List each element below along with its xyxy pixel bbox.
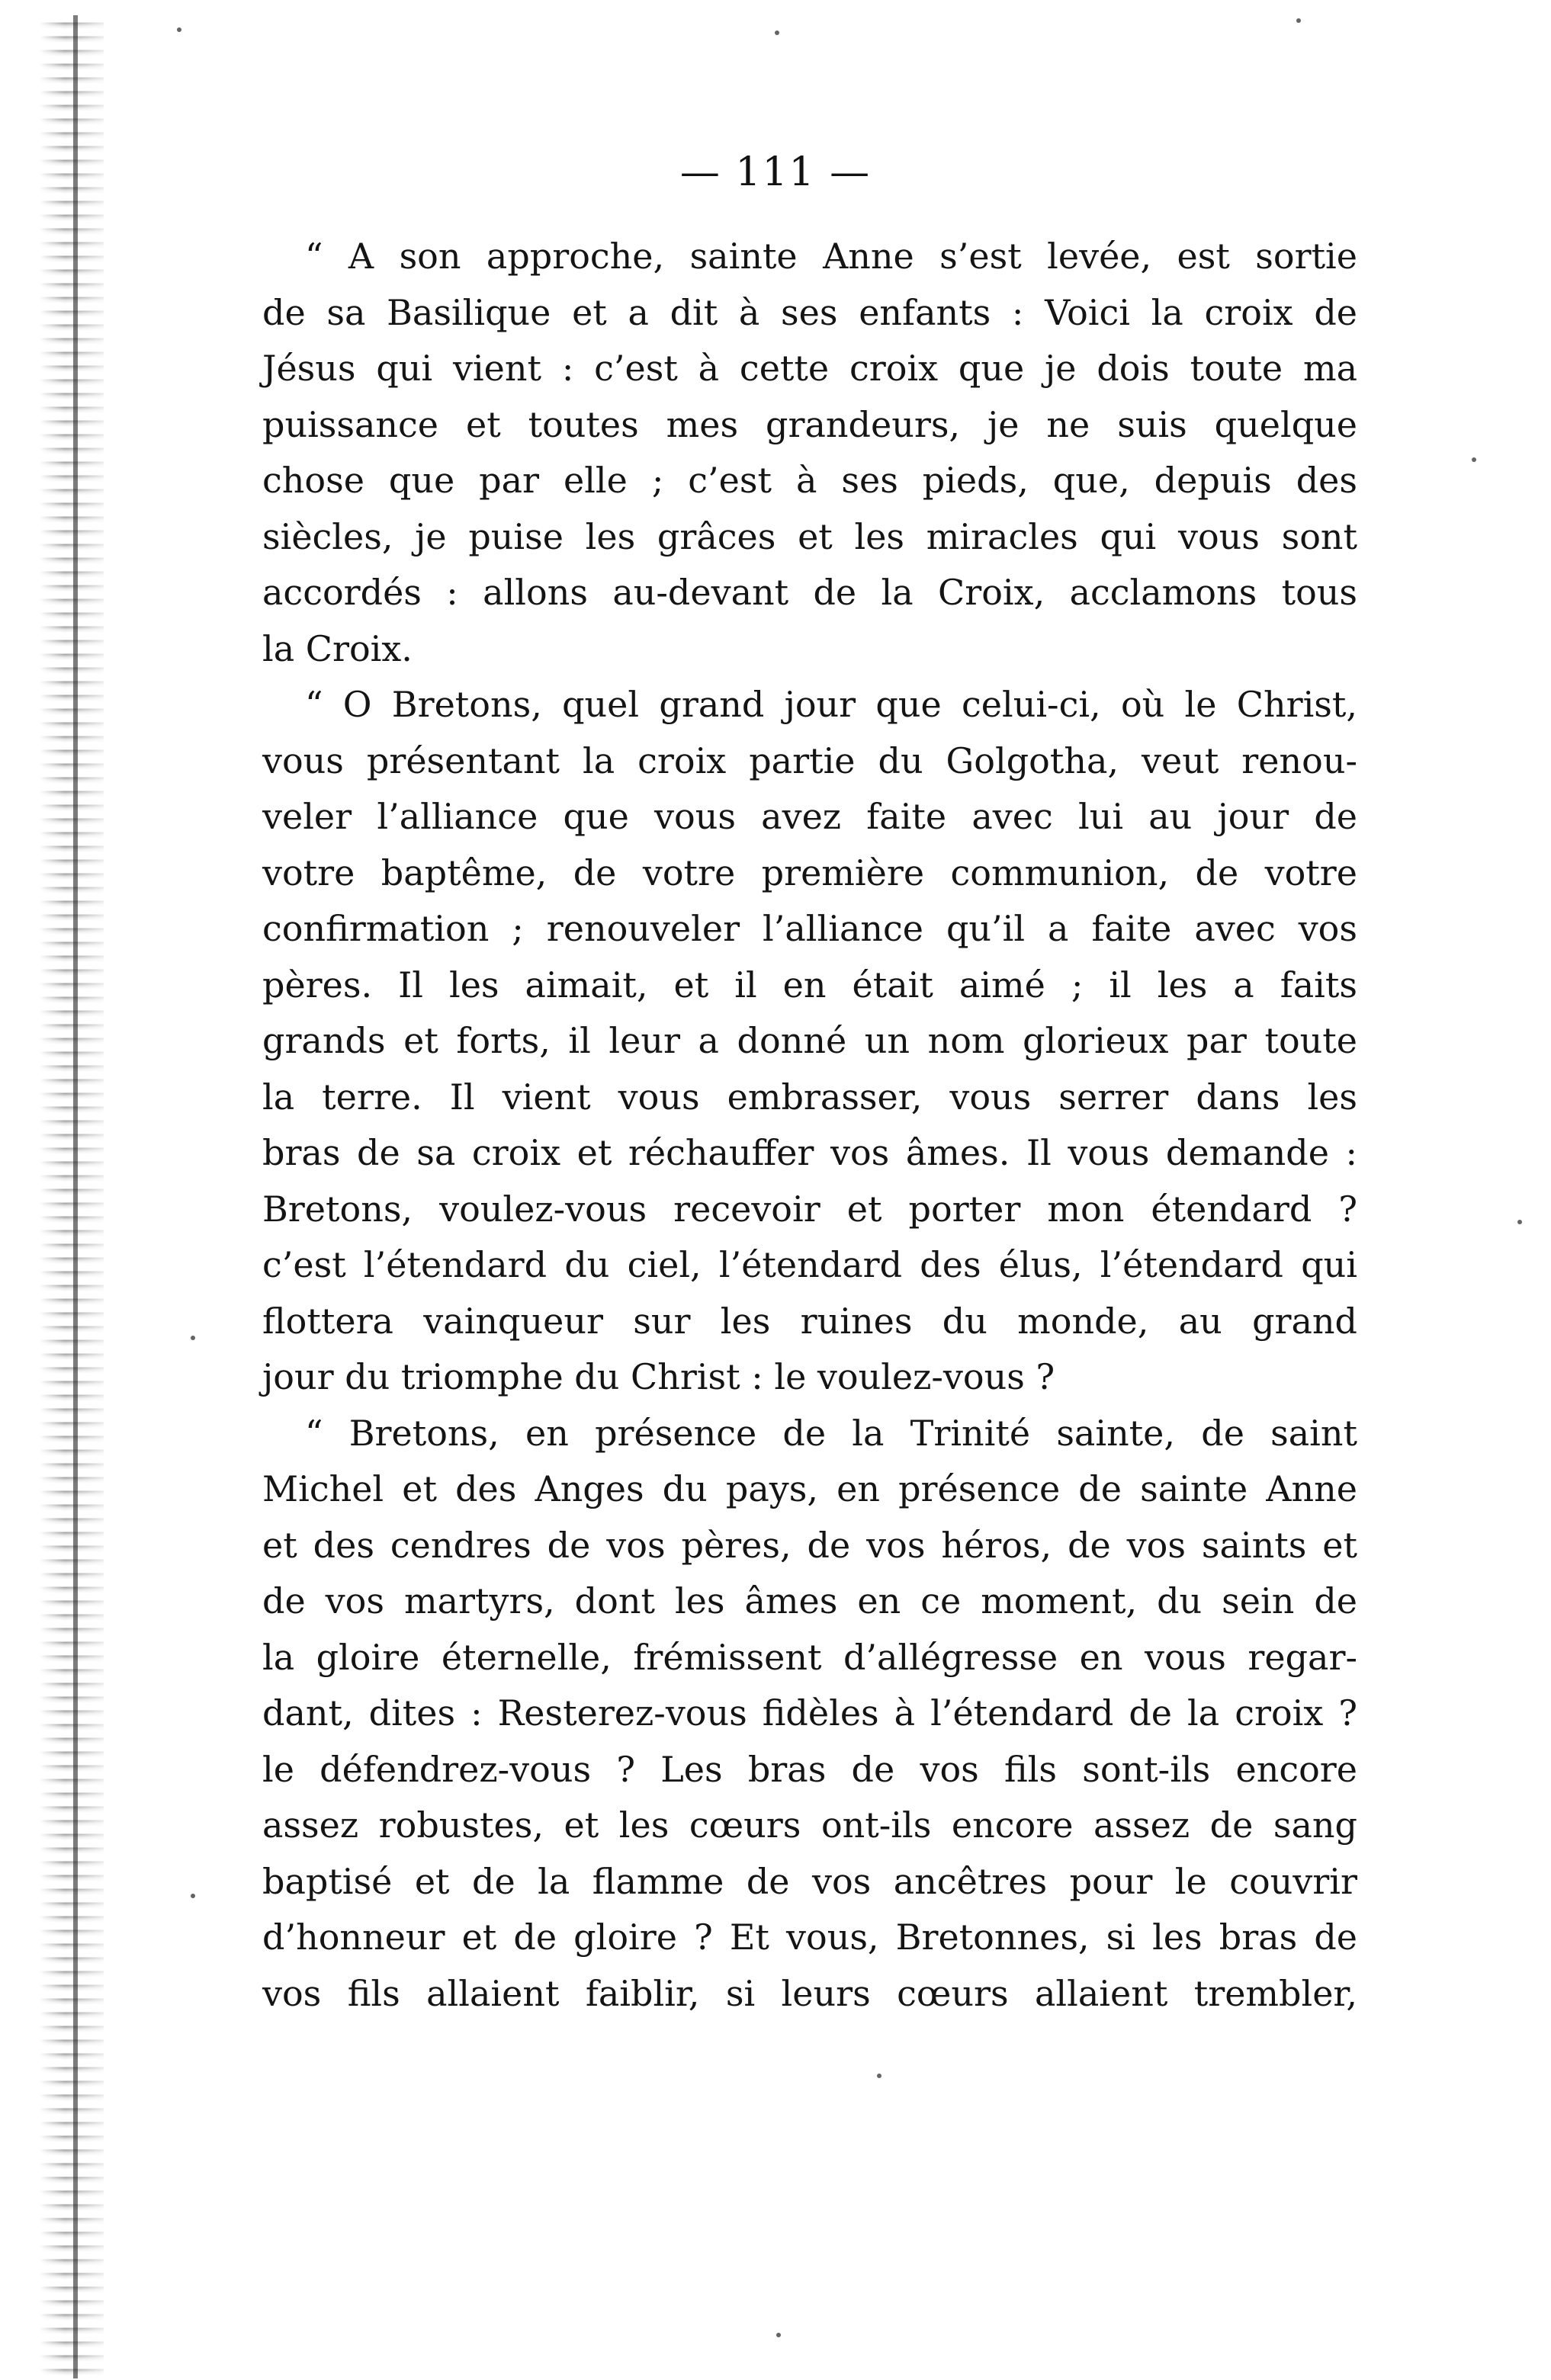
text-line: “ O Bretons, quel grand jour que celui-ci, où le Christ, bbox=[305, 684, 1357, 725]
text-line: la terre. Il vient vous embrasser, vous serrer dans les bbox=[262, 1076, 1357, 1118]
text-line: siècles, je puise les grâces et les miracles qui vous sont bbox=[262, 515, 1357, 557]
text-line: Michel et des Anges du pays, en présence de sainte Anne bbox=[262, 1468, 1357, 1509]
text-line: “ A son approche, sainte Anne s’est levée, est sortie bbox=[305, 236, 1357, 277]
text-line: la gloire éternelle, frémissent d’allégresse en vous regar- bbox=[262, 1636, 1357, 1678]
scan-speck bbox=[191, 1336, 195, 1340]
paragraph bbox=[262, 229, 1357, 677]
scan-speck bbox=[775, 30, 779, 35]
text-line: confirmation ; renouveler l’alliance qu’il a faite avec vos bbox=[262, 908, 1357, 949]
scan-speck bbox=[191, 1894, 195, 1898]
text-line: veler l’alliance que vous avez faite avec lui au jour de bbox=[262, 796, 1357, 837]
scan-speck bbox=[1472, 457, 1476, 462]
paragraph bbox=[262, 1406, 1357, 2022]
text-line: le défendrez-vous ? Les bras de vos fils sont-ils encore bbox=[262, 1748, 1357, 1790]
text-line: flottera vainqueur sur les ruines du monde, au grand bbox=[262, 1300, 1357, 1342]
body-text bbox=[262, 229, 1357, 2022]
scan-speck bbox=[1517, 1220, 1522, 1224]
page-number: — 111 — bbox=[679, 149, 872, 195]
text-line: d’honneur et de gloire ? Et vous, Bretonnes, si les bras de bbox=[262, 1917, 1357, 1958]
text-line: votre baptême, de votre première communion, de votre bbox=[262, 852, 1357, 893]
paragraph bbox=[262, 677, 1357, 1406]
text-line: grands et forts, il leur a donné un nom glorieux par toute bbox=[262, 1020, 1357, 1061]
text-line: Bretons, voulez-vous recevoir et porter mon étendard ? bbox=[262, 1188, 1357, 1230]
text-line: bras de sa croix et réchauffer vos âmes. Il vous demande : bbox=[262, 1132, 1357, 1173]
text-line: chose que par elle ; c’est à ses pieds, que, depuis des bbox=[262, 460, 1357, 501]
text-line: jour du triomphe du Christ : le voulez-vous ? bbox=[262, 1356, 1055, 1397]
scan-speck bbox=[177, 27, 181, 32]
scan-speck bbox=[877, 2074, 881, 2078]
text-line: dant, dites : Resterez-vous fidèles à l’étendard de la croix ? bbox=[262, 1692, 1357, 1734]
text-line: baptisé et de la flamme de vos ancêtres pour le couvrir bbox=[262, 1860, 1357, 1902]
binding-line bbox=[73, 15, 78, 2378]
scan-speck bbox=[1296, 18, 1301, 23]
text-line: vos fils allaient faiblir, si leurs cœurs allaient trembler, bbox=[262, 1972, 1357, 2014]
text-line: c’est l’étendard du ciel, l’étendard des élus, l’étendard qui bbox=[262, 1244, 1357, 1285]
text-line: de vos martyrs, dont les âmes en ce moment, du sein de bbox=[262, 1580, 1357, 1621]
text-line: Jésus qui vient : c’est à cette croix que je dois toute ma bbox=[262, 348, 1357, 389]
text-line: accordés : allons au-devant de la Croix, acclamons tous bbox=[262, 572, 1357, 613]
text-line: de sa Basilique et a dit à ses enfants : Voici la croix de bbox=[262, 291, 1357, 333]
text-line: puissance et toutes mes grandeurs, je ne suis quelque bbox=[262, 403, 1357, 445]
text-line: assez robustes, et les cœurs ont-ils encore assez de sang bbox=[262, 1804, 1357, 1846]
scan-speck bbox=[776, 2333, 781, 2337]
text-line: la Croix. bbox=[262, 627, 413, 669]
text-line: pères. Il les aimait, et il en était aimé ; il les a faits bbox=[262, 964, 1357, 1006]
binding-shadow bbox=[40, 15, 104, 2378]
text-line: vous présentant la croix partie du Golgotha, veut renou- bbox=[262, 739, 1357, 781]
text-line: et des cendres de vos pères, de vos héros, de vos saints et bbox=[262, 1524, 1357, 1566]
text-line: “ Bretons, en présence de la Trinité sainte, de saint bbox=[305, 1412, 1357, 1454]
